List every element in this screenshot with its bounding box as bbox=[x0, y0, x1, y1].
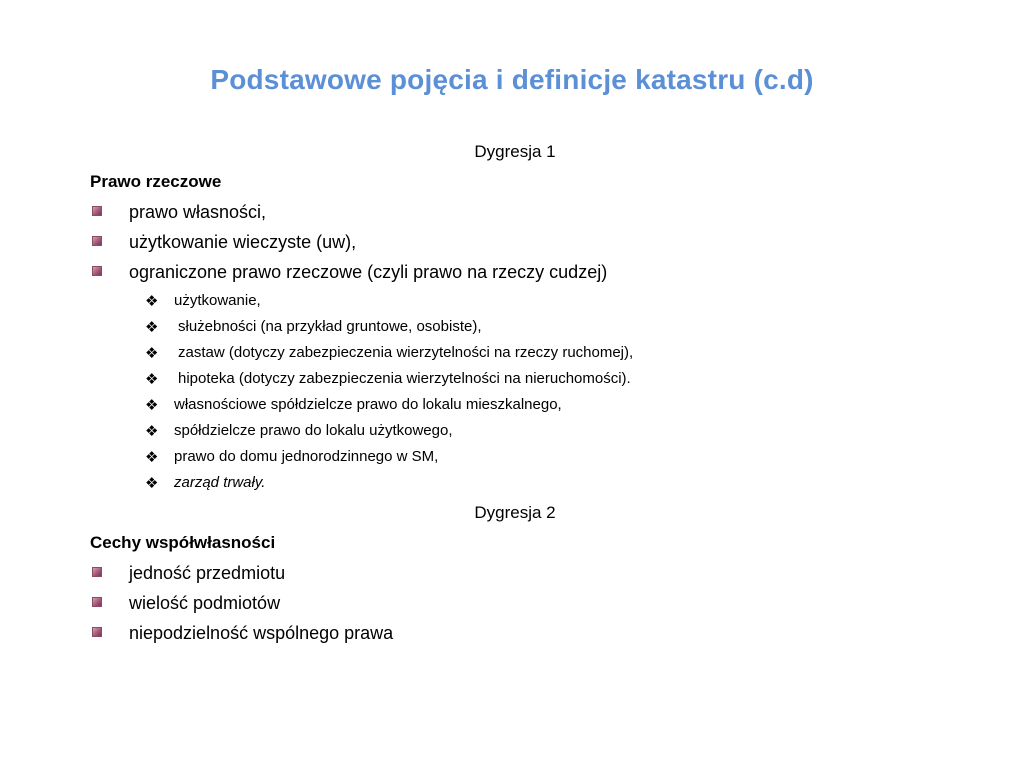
sub-list-item-text: zarząd trwały. bbox=[174, 474, 266, 491]
square-bullet-icon bbox=[92, 266, 102, 276]
square-bullet-icon bbox=[92, 597, 102, 607]
sub-list-item-text: spółdzielcze prawo do lokalu użytkowego, bbox=[174, 422, 453, 439]
diamond-bullet-icon: ❖ bbox=[145, 370, 159, 388]
diamond-bullet-icon: ❖ bbox=[145, 292, 159, 310]
square-bullet-icon bbox=[92, 627, 102, 637]
diamond-bullet-icon: ❖ bbox=[145, 344, 159, 362]
sub-list-item-text: prawo do domu jednorodzinnego w SM, bbox=[174, 448, 439, 465]
diamond-bullet-icon: ❖ bbox=[145, 474, 159, 492]
digression-1-label: Dygresja 1 bbox=[474, 142, 556, 161]
sub-list-item-text: hipoteka (dotyczy zabezpieczenia wierzytelności na nieruchomości). bbox=[178, 370, 631, 387]
square-bullet-icon bbox=[92, 206, 102, 216]
heading-prawo-rzeczowe: Prawo rzeczowe bbox=[90, 172, 222, 191]
list-item-text: ograniczone prawo rzeczowe (czyli prawo na rzeczy cudzej) bbox=[129, 262, 608, 282]
list-item-text: jedność przedmiotu bbox=[129, 563, 286, 583]
diamond-bullet-icon: ❖ bbox=[145, 422, 159, 440]
square-bullet-icon bbox=[92, 567, 102, 577]
sub-list-item-text: zastaw (dotyczy zabezpieczenia wierzytelności na rzeczy ruchomej), bbox=[178, 344, 634, 361]
heading-cechy-wspolwlasnosci: Cechy współwłasności bbox=[90, 533, 276, 552]
square-bullet-icon bbox=[92, 236, 102, 246]
sub-list-item-text: użytkowanie, bbox=[174, 292, 261, 309]
diamond-bullet-icon: ❖ bbox=[145, 396, 159, 414]
list-item-text: niepodzielność wspólnego prawa bbox=[129, 623, 394, 643]
digression-2-label: Dygresja 2 bbox=[474, 503, 556, 522]
sub-list-item-text: własnościowe spółdzielcze prawo do lokalu mieszkalnego, bbox=[174, 396, 562, 413]
list-item-text: wielość podmiotów bbox=[129, 593, 281, 613]
diamond-bullet-icon: ❖ bbox=[145, 318, 159, 336]
list-item-text: prawo własności, bbox=[129, 202, 267, 222]
slide-title: Podstawowe pojęcia i definicje katastru (c.d) bbox=[210, 64, 814, 95]
diamond-bullet-icon: ❖ bbox=[145, 448, 159, 466]
sub-list-item-text: służebności (na przykład gruntowe, osobiste), bbox=[178, 318, 482, 335]
list-item-text: użytkowanie wieczyste (uw), bbox=[129, 232, 357, 252]
